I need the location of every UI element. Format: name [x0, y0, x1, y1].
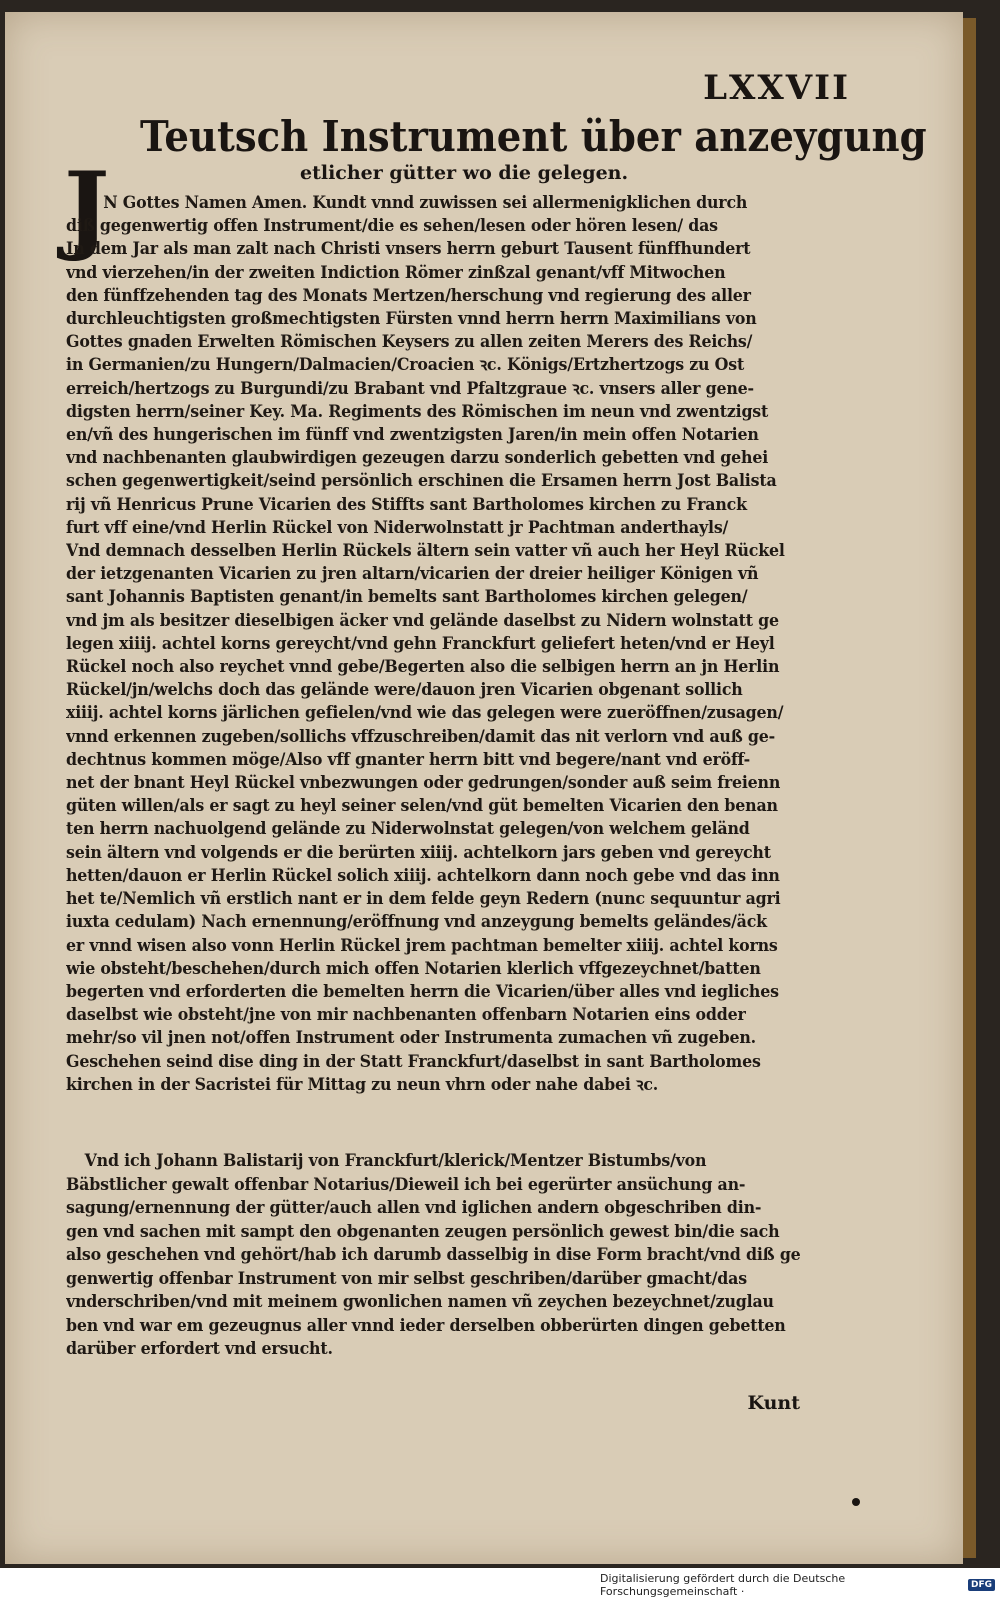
- text-line: Rückel noch also reychet vnnd gebe/Begerten also die selbigen herrn an jn Herlin: [66, 657, 780, 678]
- signature-mark: [852, 1498, 860, 1506]
- folio-number: LXXVII: [703, 68, 850, 108]
- attestation-line: Bäbstlicher gewalt offenbar Notarius/Dieweil ich bei egerürter ansüchung an-: [66, 1174, 746, 1195]
- attestation-line: genwertig offenbar Instrument von mir selbst geschriben/darüber gmacht/das: [66, 1268, 747, 1289]
- text-line: den fünffzehenden tag des Monats Mertzen/herschung vnd regierung des aller: [66, 285, 751, 306]
- text-line: het te/Nemlich vñ erstlich nant er in dem felde geyn Redern (nunc sequuntur agri: [66, 889, 781, 910]
- text-line: iuxta cedulam) Nach ernennung/eröffnung vnd anzeygung bemelts geländes/äck: [66, 912, 767, 933]
- drop-initial: J: [64, 151, 110, 264]
- text-line: kirchen in der Sacristei für Mittag zu neun vhrn oder nahe dabei ꝛc.: [66, 1074, 659, 1095]
- text-line: legen xiiij. achtel korns gereycht/vnd gehn Franckfurt geliefert heten/vnd er Heyl: [66, 633, 775, 654]
- text-line: In dem Jar als man zalt nach Christi vnsers herrn geburt Tausent fünffhundert: [66, 239, 751, 260]
- text-line: Rückel/jn/welchs doch das gelände were/dauon jren Vicarien obgenant sollich: [66, 680, 743, 701]
- text-line: schen gegenwertigkeit/seind persönlich erschinen die Ersamen herrn Jost Balista: [66, 471, 777, 492]
- text-line: durchleuchtigsten großmechtigsten Fürsten vnnd herrn herrn Maximilians von: [66, 309, 757, 330]
- attestation-line: ben vnd war em gezeugnus aller vnnd ieder derselben obberürten dingen gebetten: [66, 1315, 786, 1336]
- page-subtitle: etlicher gütter wo die gelegen.: [300, 162, 629, 184]
- text-line: Gottes gnaden Erwelten Römischen Keysers zu allen zeiten Merers des Reichs/: [66, 332, 753, 353]
- attestation-line: sagung/ernennung der gütter/auch allen vnd iglichen andern obgeschriben din-: [66, 1198, 762, 1218]
- text-line: daselbst wie obsteht/jne von mir nachbenanten offenbarn Notarien eins odder: [66, 1005, 746, 1026]
- text-line: dechtnus kommen möge/Also vff gnanter herrn bitt vnd begere/nant vnd eröff-: [66, 749, 750, 770]
- attestation-line: gen vnd sachen mit sampt den obgenanten zeugen persönlich gewest bin/die sach: [66, 1221, 780, 1242]
- text-line: vnnd erkennen zugeben/sollichs vffzuschreiben/damit das nit verlorn vnd auß ge-: [66, 726, 775, 747]
- dfg-logo: DFG: [968, 1579, 995, 1591]
- text-line: erreich/hertzogs zu Burgundi/zu Brabant vnd Pfaltzgraue ꝛc. vnsers aller gene-: [66, 378, 754, 399]
- text-line: diß gegenwertig offen Instrument/die es sehen/lesen oder hören lesen/ das: [66, 216, 718, 237]
- text-line: wie obsteht/beschehen/durch mich offen Notarien klerlich vffgezeychnet/batten: [66, 958, 761, 979]
- book-edge: [963, 18, 976, 1558]
- text-line: güten willen/als er sagt zu heyl seiner selen/vnd güt bemelten Vicarien den benan: [66, 796, 778, 817]
- notary-attestation: [66, 1150, 802, 1362]
- text-line: ten herrn nachuolgend gelände zu Niderwolnstat gelegen/von welchem geländ: [66, 819, 750, 840]
- text-line: er vnnd wisen also vonn Herlin Rückel jrem pachtman bemelter xiiij. achtel korns: [66, 935, 778, 956]
- text-line: vnd jm als besitzer dieselbigen äcker vnd gelände daselbst zu Nidern wolnstatt ge: [66, 610, 779, 631]
- catchword: Kunt: [747, 1392, 800, 1414]
- text-line: furt vff eine/vnd Herlin Rückel von Niderwolnstatt jr Pachtman anderthayls/: [66, 517, 729, 538]
- text-line: begerten vnd erforderten die bemelten herrn die Vicarien/über alles vnd iegliches: [66, 981, 779, 1002]
- text-line: hetten/dauon er Herlin Rückel solich xiiij. achtelkorn dann noch gebe vnd das inn: [66, 865, 780, 886]
- attestation-line: also geschehen vnd gehört/hab ich darumb dasselbig in dise Form bracht/vnd diß ge: [66, 1245, 801, 1265]
- text-line: mehr/so vil jnen not/offen Instrument oder Instrumenta zumachen vñ zugeben.: [66, 1028, 756, 1049]
- text-line: net der bnant Heyl Rückel vnbezwungen oder gedrungen/sonder auß seim freienn: [66, 773, 781, 794]
- text-line: xiiij. achtel korns järlichen gefielen/vnd wie das gelegen were zueröffnen/zusagen/: [66, 703, 784, 724]
- text-line: vnd nachbenanten glaubwirdigen gezeugen darzu sonderlich gebetten vnd gehei: [66, 448, 769, 469]
- digitization-credit: [600, 1572, 995, 1598]
- text-line: sein ältern vnd volgends er die berürten xiiij. achtelkorn jars geben vnd gereycht: [66, 842, 771, 863]
- page-title: Teutsch Instrument über anzeygung: [140, 112, 927, 161]
- attestation-line: Vnd ich Johann Balistarij von Franckfurt/klerick/Mentzer Bistumbs/von: [84, 1151, 707, 1171]
- text-line: N Gottes Namen Amen. Kundt vnnd zuwissen sei allermenigklichen durch: [103, 193, 748, 213]
- text-line: digsten herrn/seiner Key. Ma. Regiments des Römischen im neun vnd zwentzigst: [66, 401, 769, 422]
- text-line: rij vñ Henricus Prune Vicarien des Stiffts sant Bartholomes kirchen zu Franck: [66, 494, 747, 515]
- text-line: sant Johannis Baptisten genant/in bemelts sant Bartholomes kirchen gelegen/: [66, 587, 748, 608]
- credit-text: Digitalisierung gefördert durch die Deutsche Forschungsgemeinschaft ·: [600, 1572, 846, 1598]
- text-line: der ietzgenanten Vicarien zu jren altarn/vicarien der dreier heiliger Königen vñ: [66, 564, 759, 585]
- text-line: Vnd demnach desselben Herlin Rückels ältern sein vatter vñ auch her Heyl Rückel: [66, 541, 785, 562]
- text-line: vnd vierzehen/in der zweiten Indiction Römer zinßzal genant/vff Mitwochen: [66, 262, 726, 283]
- attestation-line: vnderschriben/vnd mit meinem gwonlichen namen vñ zeychen bezeychnet/zuglau: [66, 1292, 774, 1312]
- text-line: in Germanien/zu Hungern/Dalmacien/Croacien ꝛc. Königs/Ertzhertzogs zu Ost: [66, 355, 745, 376]
- text-line: Geschehen seind dise ding in der Statt Franckfurt/daselbst in sant Bartholomes: [66, 1051, 761, 1072]
- attestation-line: darüber erfordert vnd ersucht.: [66, 1339, 333, 1359]
- text-line: en/vñ des hungerischen im fünff vnd zwentzigsten Jaren/in mein offen Notarien: [66, 425, 759, 446]
- body-text: [66, 192, 802, 1097]
